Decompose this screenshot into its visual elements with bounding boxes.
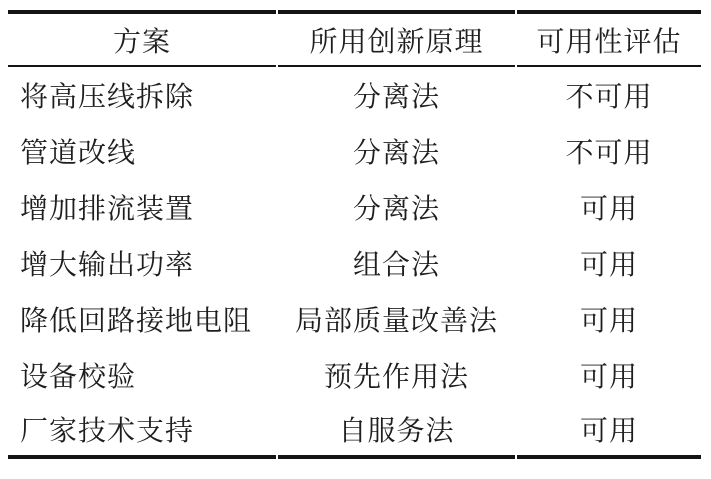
availability-cell: 不可用 [565, 82, 653, 113]
principle-cell: 局部质量改善法 [294, 306, 498, 337]
header-row [8, 10, 701, 67]
scheme-cell: 厂家技术支持 [8, 403, 276, 459]
scheme-cell: 设备校验 [20, 362, 137, 393]
availability-cell: 可用 [517, 403, 701, 459]
availability-cell: 不可用 [565, 138, 653, 169]
table-row [8, 347, 701, 403]
principle-cell: 分离法 [352, 82, 440, 113]
scheme-evaluation-table [6, 10, 703, 459]
principle-cell: 预先作用法 [323, 362, 469, 393]
table-row [8, 123, 701, 179]
table-row [8, 179, 701, 235]
scheme-cell: 增大输出功率 [20, 250, 195, 281]
principle-cell: 分离法 [352, 194, 440, 225]
scheme-cell: 降低回路接地电阻 [20, 306, 253, 337]
availability-cell: 可用 [579, 250, 638, 281]
table-row [8, 403, 701, 459]
scheme-cell: 增加排流装置 [20, 194, 195, 225]
table-header [8, 10, 701, 67]
table-body [8, 67, 701, 459]
availability-cell: 可用 [579, 306, 638, 337]
header-availability: 可用性评估 [517, 10, 701, 67]
availability-cell: 可用 [579, 362, 638, 393]
table-row [8, 67, 701, 123]
header-scheme: 方案 [8, 10, 276, 67]
scheme-cell: 将高压线拆除 [20, 82, 195, 113]
principle-cell: 自服务法 [278, 403, 515, 459]
scheme-cell: 管道改线 [20, 138, 137, 169]
header-principle: 所用创新原理 [278, 10, 515, 67]
table-row [8, 291, 701, 347]
availability-cell: 可用 [579, 194, 638, 225]
principle-cell: 分离法 [352, 138, 440, 169]
table-row [8, 235, 701, 291]
principle-cell: 组合法 [352, 250, 440, 281]
